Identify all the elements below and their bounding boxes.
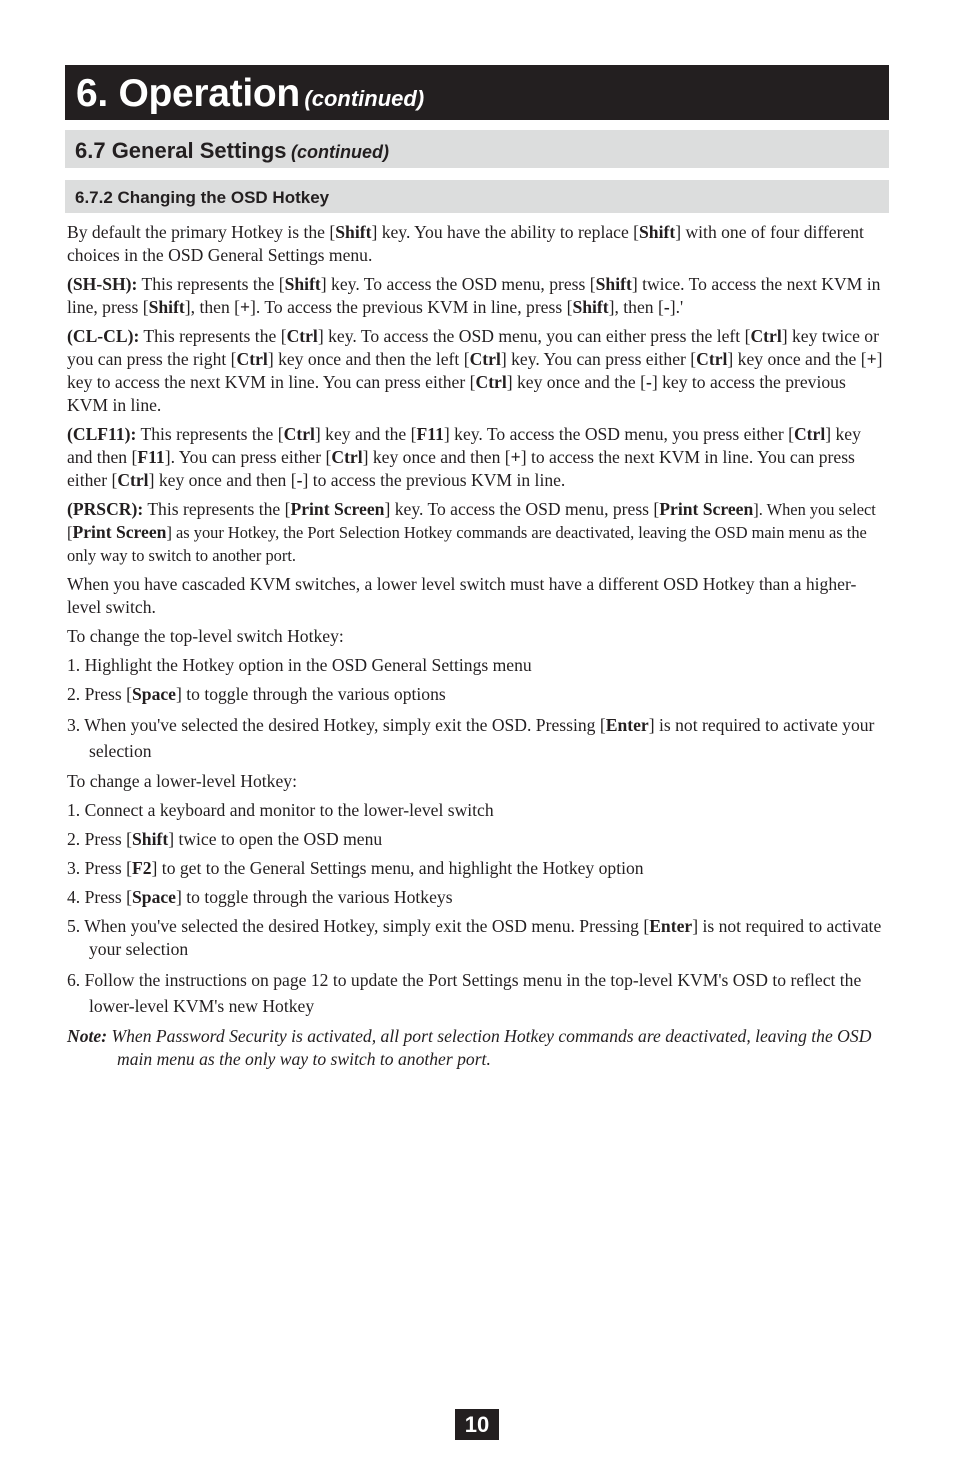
- text-run: ] key and then [: [67, 424, 861, 467]
- text-run: ] key once and then [: [148, 470, 297, 490]
- text-run: By default the primary Hotkey is the [: [67, 222, 336, 242]
- list-item: 1. Connect a keyboard and monitor to the lower-level switch: [67, 800, 494, 820]
- key-name: Ctrl: [331, 447, 363, 467]
- key-name: Space: [132, 887, 176, 907]
- option-label: (CL-CL):: [67, 326, 140, 346]
- key-name: Shift: [148, 297, 185, 317]
- text-run: ] is not required to activate your selection: [89, 916, 882, 959]
- sh-sh-paragraph: [67, 273, 889, 319]
- subsection-header: [65, 180, 889, 213]
- key-name: Ctrl: [117, 470, 149, 490]
- key-name: Ctrl: [236, 349, 268, 369]
- cl-cl-paragraph: [67, 325, 889, 417]
- subsection-title: 6.7.2 Changing the OSD Hotkey: [75, 188, 330, 207]
- text-run: ] key once and the [: [727, 349, 867, 369]
- key-name: F2: [132, 858, 152, 878]
- text-run: ]. When you select [: [67, 500, 876, 542]
- option-label: (SH-SH):: [67, 274, 138, 294]
- text-run: This represents the [: [136, 424, 284, 444]
- key-name: Enter: [649, 916, 693, 936]
- key-name: Shift: [335, 222, 372, 242]
- text-run: ] key to access the next KVM in line. You can press either [: [67, 349, 883, 392]
- cascade-paragraph: When you have cascaded KVM switches, a lower level switch must have a different OSD Hotkey than a higher-level switch.: [67, 574, 857, 617]
- key-name: Ctrl: [750, 326, 782, 346]
- text-run: This represents the [: [143, 499, 291, 519]
- note-paragraph: [67, 1025, 889, 1071]
- key-name: Print Screen: [290, 499, 385, 519]
- text-run: ] to get to the General Settings menu, and highlight the Hotkey option: [151, 858, 644, 878]
- key-name: F11: [137, 447, 165, 467]
- key-name: Shift: [572, 297, 609, 317]
- text-run: ] key once and the [: [506, 372, 646, 392]
- option-label: (PRSCR):: [67, 499, 144, 519]
- key-name: -: [296, 470, 303, 490]
- text-run: This represents the [: [137, 274, 285, 294]
- text-run: ], then [: [608, 297, 664, 317]
- key-name: -: [663, 297, 670, 317]
- note-label: Note:: [67, 1026, 108, 1046]
- text-run: ] to toggle through the various Hotkeys: [175, 887, 453, 907]
- list-item: [67, 683, 889, 706]
- page-body: [67, 221, 889, 1077]
- option-label: (CLF11):: [67, 424, 137, 444]
- text-run: ] key once and then [: [362, 447, 511, 467]
- text-run: 2. Press [: [67, 829, 132, 849]
- list-item: 6. Follow the instructions on page 12 to update the Port Settings menu in the top-level KVM's OSD to reflect the lower-level KVM's new Hotkey: [67, 970, 862, 1016]
- key-name: Ctrl: [793, 424, 826, 444]
- key-name: Ctrl: [475, 372, 507, 392]
- key-name: Shift: [132, 829, 169, 849]
- chapter-continued-label: (continued): [304, 86, 425, 111]
- text-run: ] to toggle through the various options: [175, 684, 446, 704]
- text-run: 2. Press [: [67, 684, 132, 704]
- key-name: -: [645, 372, 652, 392]
- text-run: ] key once and then the left [: [267, 349, 470, 369]
- key-name: Ctrl: [286, 326, 318, 346]
- text-run: ] to access the previous KVM in line.: [302, 470, 566, 490]
- text-run: ]. To access the previous KVM in line, press [: [250, 297, 573, 317]
- list-item: 1. Highlight the Hotkey option in the OSD General Settings menu: [67, 655, 532, 675]
- text-run: ] key. You have the ability to replace [: [371, 222, 640, 242]
- key-name: Ctrl: [696, 349, 728, 369]
- text-run: ], then [: [184, 297, 241, 317]
- clf11-paragraph: [67, 423, 889, 492]
- text-run: ] key. You can press either [: [500, 349, 697, 369]
- text-run: ] key twice or you can press the right [: [67, 326, 879, 369]
- text-run: ] key. To access the OSD menu, press [: [384, 499, 660, 519]
- text-run: ] key to access the previous KVM in line.: [67, 372, 846, 415]
- list-item: [67, 857, 889, 880]
- section-header: [65, 130, 889, 168]
- key-name: Ctrl: [469, 349, 501, 369]
- prscr-paragraph: [67, 498, 889, 567]
- text-run: ] to access the next KVM in line. You can press either [: [67, 447, 855, 490]
- text-run: ].': [669, 297, 684, 317]
- top-level-heading: To change the top-level switch Hotkey:: [67, 626, 344, 646]
- text-run: This represents the [: [139, 326, 287, 346]
- text-run: 4. Press [: [67, 887, 132, 907]
- text-run: ] key. To access the OSD menu, press [: [320, 274, 596, 294]
- text-run: 5. When you've selected the desired Hotkey, simply exit the OSD menu. Pressing [: [67, 916, 650, 936]
- key-name: Print Screen: [659, 499, 754, 519]
- text-run: ] with one of four different choices in the OSD General Settings menu.: [67, 222, 864, 265]
- text-run: ] twice. To access the next KVM in line, press [: [67, 274, 881, 317]
- text-run: 3. Press [: [67, 858, 132, 878]
- list-item: [67, 915, 889, 961]
- key-name: Enter: [605, 715, 649, 735]
- section-title: 6.7 General Settings: [75, 138, 287, 163]
- key-name: +: [510, 447, 521, 467]
- key-name: +: [240, 297, 251, 317]
- intro-paragraph: [67, 221, 889, 267]
- note-text: When Password Security is activated, all port selection Hotkey commands are deactivated, leaving the OSD main menu as the only way to switch to another port.: [107, 1026, 872, 1069]
- key-name: +: [866, 349, 877, 369]
- chapter-banner: [65, 65, 889, 120]
- list-item: [67, 828, 889, 851]
- key-name: Shift: [595, 274, 632, 294]
- section-continued-label: (continued): [290, 142, 389, 162]
- key-name: Shift: [639, 222, 676, 242]
- text-run: ]. You can press either [: [164, 447, 332, 467]
- text-run: ] twice to open the OSD menu: [168, 829, 383, 849]
- text-run: ] key. To access the OSD menu, you press either [: [443, 424, 794, 444]
- page-number: 10: [455, 1409, 499, 1440]
- key-name: Shift: [284, 274, 321, 294]
- key-name: Space: [132, 684, 176, 704]
- list-item: [67, 886, 889, 909]
- text-run: 3. When you've selected the desired Hotkey, simply exit the OSD. Pressing [: [67, 715, 606, 735]
- list-item: [67, 712, 889, 764]
- chapter-title: 6. Operation: [76, 72, 300, 115]
- text-run: ] as your Hotkey, the Port Selection Hotkey commands are deactivated, leaving the OSD main menu as the only way to switch to another port.: [67, 523, 867, 565]
- lower-level-heading: To change a lower-level Hotkey:: [67, 771, 297, 791]
- key-name: Print Screen: [72, 522, 167, 542]
- text-run: ] key. To access the OSD menu, you can either press the left [: [317, 326, 751, 346]
- key-name: Ctrl: [283, 424, 315, 444]
- text-run: ] key and the [: [314, 424, 417, 444]
- text-run: ] is not required to activate your selection: [89, 715, 875, 761]
- key-name: F11: [416, 424, 444, 444]
